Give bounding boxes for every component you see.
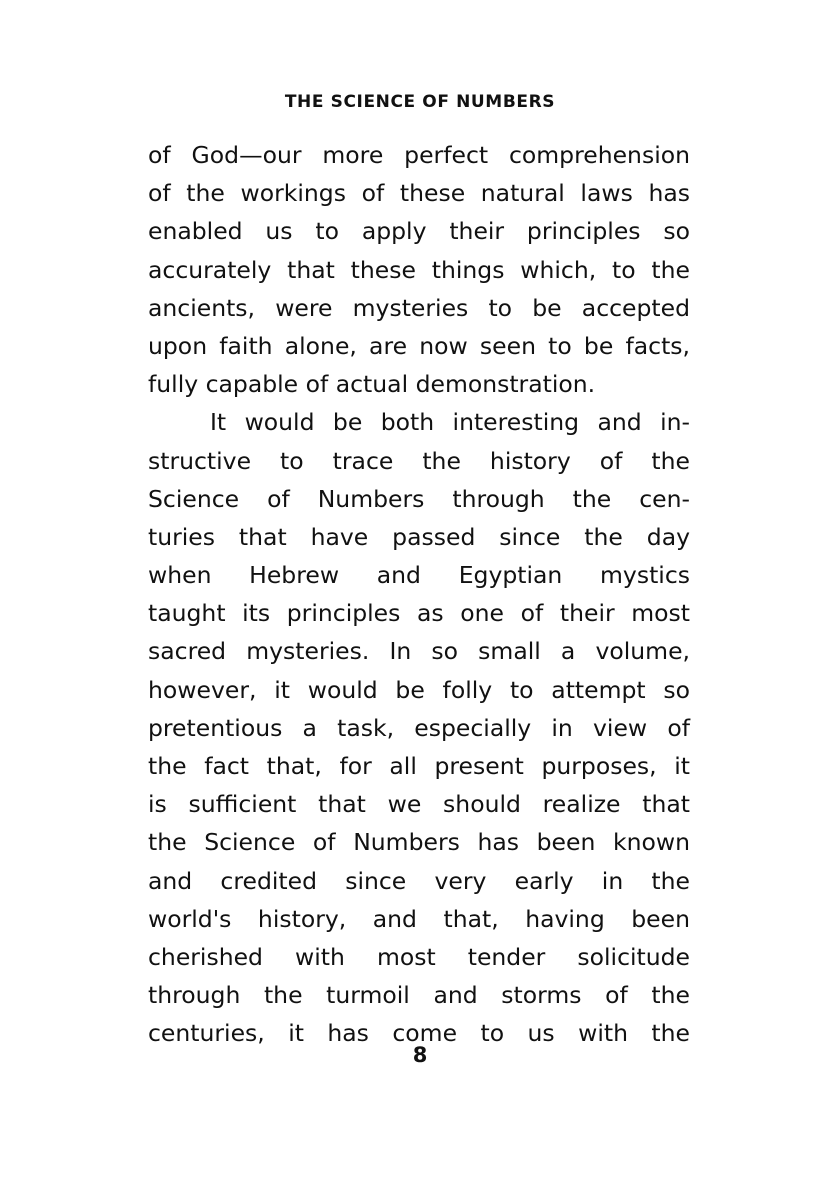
text-line: fully capable of actual demonstration. (148, 370, 596, 399)
text-line: accurately that these things which, to the (148, 255, 690, 284)
text-line: ancients, were mysteries to be accepted (148, 293, 690, 322)
text-line: Science of Numbers through the cen- (148, 484, 690, 513)
page-number: 8 (412, 1043, 428, 1067)
running-head: THE SCIENCE OF NUMBERS (284, 92, 556, 112)
text-line: sacred mysteries. In so small a volume, (148, 637, 690, 666)
text-line: when Hebrew and Egyptian mystics (148, 561, 690, 590)
paragraph (148, 136, 690, 403)
text-line: turies that have passed since the day (148, 522, 690, 551)
text-line: the Science of Numbers has been known (148, 828, 690, 857)
text-line: however, it would be folly to attempt so (148, 675, 690, 704)
text-line: taught its principles as one of their most (148, 599, 690, 628)
text-line: upon faith alone, are now seen to be facts, (148, 331, 690, 360)
text-line: is sufficient that we should realize that (148, 790, 690, 819)
text-line: structive to trace the history of the (148, 446, 690, 475)
text-line: through the turmoil and storms of the (148, 981, 690, 1010)
text-line: of God—our more perfect comprehension (148, 141, 690, 169)
text-line: centuries, it has come to us with the (148, 1019, 690, 1048)
text-line: of the workings of these natural laws has (148, 179, 690, 208)
text-line: world's history, and that, having been (148, 904, 690, 933)
text-line: the fact that, for all present purposes, it (148, 752, 690, 780)
text-line: It would be both interesting and in- (210, 408, 690, 437)
body-text (148, 136, 690, 1053)
paragraph (148, 403, 690, 1052)
text-line: and credited since very early in the (148, 866, 690, 895)
text-line: cherished with most tender solicitude (148, 942, 690, 971)
text-line: enabled us to apply their principles so (148, 217, 690, 246)
text-line: pretentious a task, especially in view of (148, 713, 690, 742)
